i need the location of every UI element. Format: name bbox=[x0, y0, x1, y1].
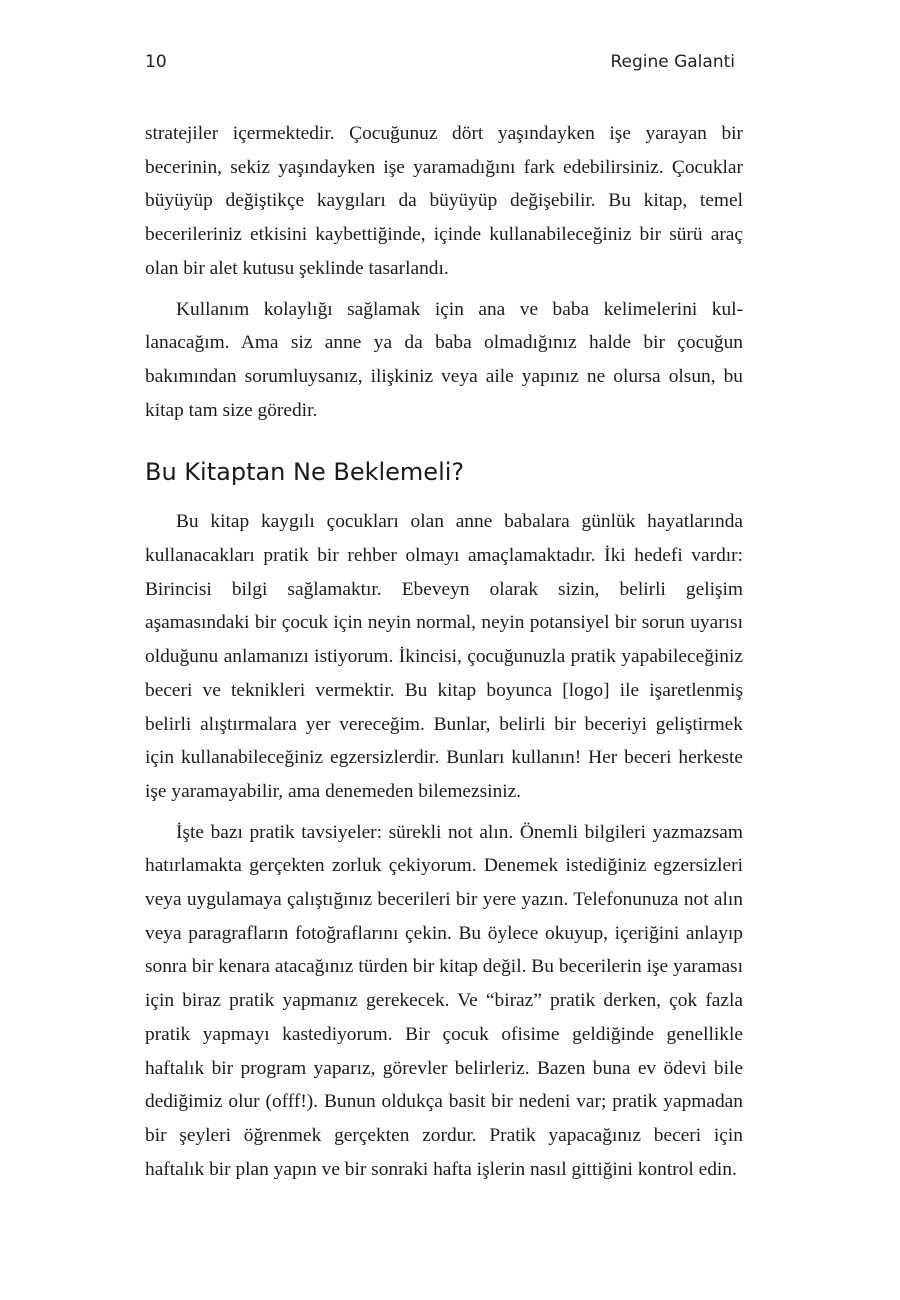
body-text bbox=[145, 117, 743, 1186]
running-header-author: Regine Galanti bbox=[610, 52, 735, 72]
running-header bbox=[145, 52, 735, 78]
paragraph-continued: stratejiler içermektedir. Çocuğunuz dört yaşındayken işe yarayan bir becerinin, sekiz yaşındayken işe yaramadığını fark edebilirsiniz. Çocuklar büyüyüp değiştikçe kaygıları da büyüyüp değişebilir. Bu kitap, temel becerileriniz etkisini kaybettiğinde, içinde kullanabileceğiniz bir sürü araç olan bir alet kutusu şeklinde tasarlandı. bbox=[145, 123, 743, 279]
paragraph: Kullanım kolaylığı sağlamak için ana ve baba kelimelerini kullanacağım. Ama siz anne ya da baba olmadığınız halde bir çocuğun bakımından sorumluysanız, ilişkiniz veya aile yapınız ne olursa olsun, bu kitap tam size göredir. bbox=[145, 298, 743, 421]
paragraph: İşte bazı pratik tavsiyeler: sürekli not alın. Önemli bilgileri yazmazsam hatırlamakta gerçekten zorluk çekiyorum. Denemek istediğiniz egzersizleri veya uygulamaya çalıştığınız becerileri bir yere yazın. Telefonunuza not alın veya paragrafların fotoğraflarını çekin. Bu öylece okuyup, içeriğini anlayıp sonra bir kenara atacağınız türden bir kitap değil. Bu becerilerin işe yaraması için biraz pratik yapmanız gerekecek. Ve “biraz” pratik derken, çok fazla pratik yapmayı kastediyorum. Bir çocuk ofisime geldiğinde genellikle haftalık bir program yaparız, görevler belirleriz. Bazen buna ev ödevi bile dediğimiz olur (offf!). Bunun oldukça basit bir nedeni var; pratik yapmadan bir şeyleri öğrenmek gerçekten zordur. Pratik yapacağınız beceri için haftalık bir plan yapın ve bir sonraki hafta işlerin nasıl gittiğini kontrol edin. bbox=[145, 821, 743, 1180]
section-heading: Bu Kitaptan Ne Beklemeli? bbox=[145, 458, 465, 487]
paragraph: Bu kitap kaygılı çocukları olan anne babalara günlük hayatlarında kullanacakları pratik bir rehber olmayı amaçlamaktadır. İki hedefi vardır: Birincisi bilgi sağlamaktır. Ebeveyn olarak sizin, belirli gelişim aşamasındaki bir çocuk için neyin normal, neyin potansiyel bir sorun uyarısı olduğunu anlamanızı istiyorum. İkincisi, çocuğunuzla pratik yapabileceğiniz beceri ve teknikleri vermektir. Bu kitap boyunca [logo] ile işaretlenmiş belirli alıştırmalara yer vereceğim. Bunlar, belirli bir beceriyi geliştirmek için kullanabileceğiniz egzersizlerdir. Bunları kullanın! Her beceri herkeste işe yaramayabilir, ama denemeden bilemezsiniz. bbox=[145, 511, 743, 802]
page-number: 10 bbox=[145, 52, 167, 72]
